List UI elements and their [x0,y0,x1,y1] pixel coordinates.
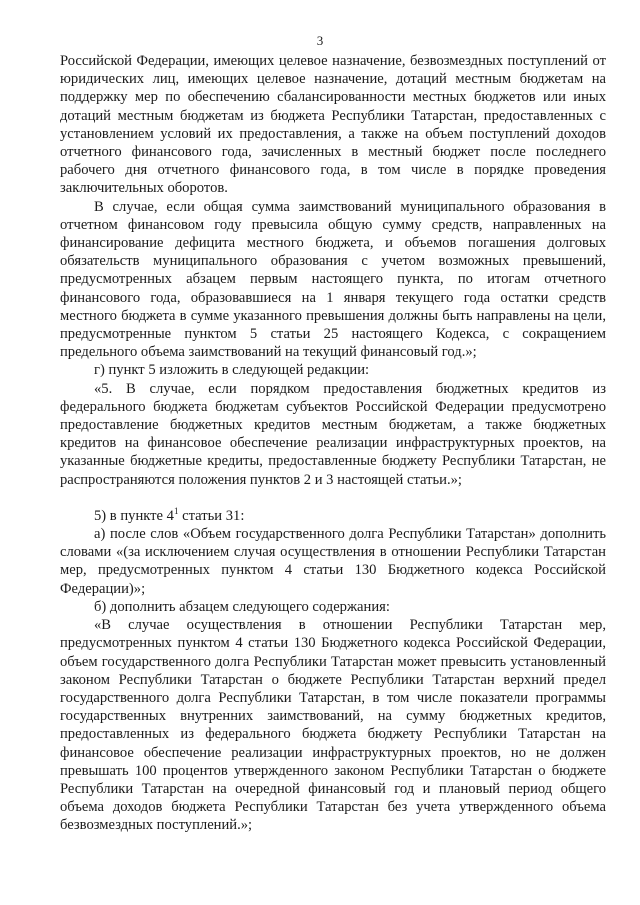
paragraph-item-b: б) дополнить абзацем следующего содержания: [94,598,390,615]
document-body [60,52,606,835]
paragraph-borrowing-excess: В случае, если общая сумма заимствований муниципального образования в отчетном финансовом году превысила общую сумму средств, направленных на финансирование дефицита местного бюджета, и объемов погашения долговых обязательств муниципального образования с учетом возможных превышений, предусмотренных абзацем первым настоящего пункта, по итогам отчетного финансового года, образовавшиеся на 1 января текущего года остатки средств местного бюджета в сумме указанного превышения должны быть направлены на цели, предусмотренные пунктом 5 статьи 25 настоящего Кодекса, с сокращением предельного объема заимствований на текущий финансовый год.»; [60,198,606,361]
paragraph-new-paragraph-text: «В случае осуществления в отношении Республики Татарстан мер, предусмотренных пунктом 4 статьи 130 Бюджетного кодекса Российской Федерации, объем государственного долга Республики Татарстан может превысить установленный законом Республики Татарстан о бюджете Республики Татарстан верхний предел государственного долга Республики Татарстан, в том числе показатели программы государственных внутренних заимствований, на сумму бюджетных кредитов, предоставленных из федерального бюджета бюджету Республики Татарстан на финансовое обеспечение реализации инфраструктурных проектов, но не должен превышать 100 процентов утвержденного законом Республики Татарстан о бюджете Республики Татарстан на очередной финансовый год и плановый период общего объема доходов бюджета Республики Татарстан без учета утвержденного объема безвозмездных поступлений.»; [60,617,606,834]
item-5-superscript: 1 [173,505,179,516]
paragraph-item-g: г) пункт 5 изложить в следующей редакции: [94,362,370,379]
page-number: 3 [316,33,324,48]
paragraph-spacer [60,489,606,507]
item-5-prefix: 5) в пункте 4 [94,507,174,524]
item-5-suffix: статьи 31: [178,507,245,524]
paragraph-item-a: а) после слов «Объем государственного долга Республики Татарстан» дополнить словами «(за исключением случая осуществления в отношении Республики Татарстан мер, предусмотренных пунктом 4 статьи 130 Бюджетного кодекса Российской Федерации)»; [60,526,606,597]
paragraph-clause-5-text: «5. В случае, если порядком предоставления бюджетных кредитов из федерального бюджета бюджетам субъектов Российской Федерации предусмотрено предоставление бюджетных кредитов местным бюджетам, а также бюджетных кредитов на финансовое обеспечение реализации инфраструктурных проектов, на указанные бюджетные кредиты, предоставленные бюджету Республики Татарстан, не распространяются положения пунктов 2 и 3 настоящей статьи.»; [60,380,606,488]
paragraph-item-5 [60,507,606,525]
paragraph-continuation: Российской Федерации, имеющих целевое назначение, безвозмездных поступлений от юридических лиц, имеющих целевое назначение, дотаций местным бюджетам на поддержку мер по обеспечению сбалансированности местных бюджетов или иных дотаций местным бюджетам из бюджета Республики Татарстан, предоставленных с установлением условий их предоставления, а также на объем поступлений доходов отчетного финансового года, зачисленных в местный бюджет после последнего рабочего дня отчетного финансового года, в том числе в порядке проведения заключительных оборотов. [60,53,606,197]
